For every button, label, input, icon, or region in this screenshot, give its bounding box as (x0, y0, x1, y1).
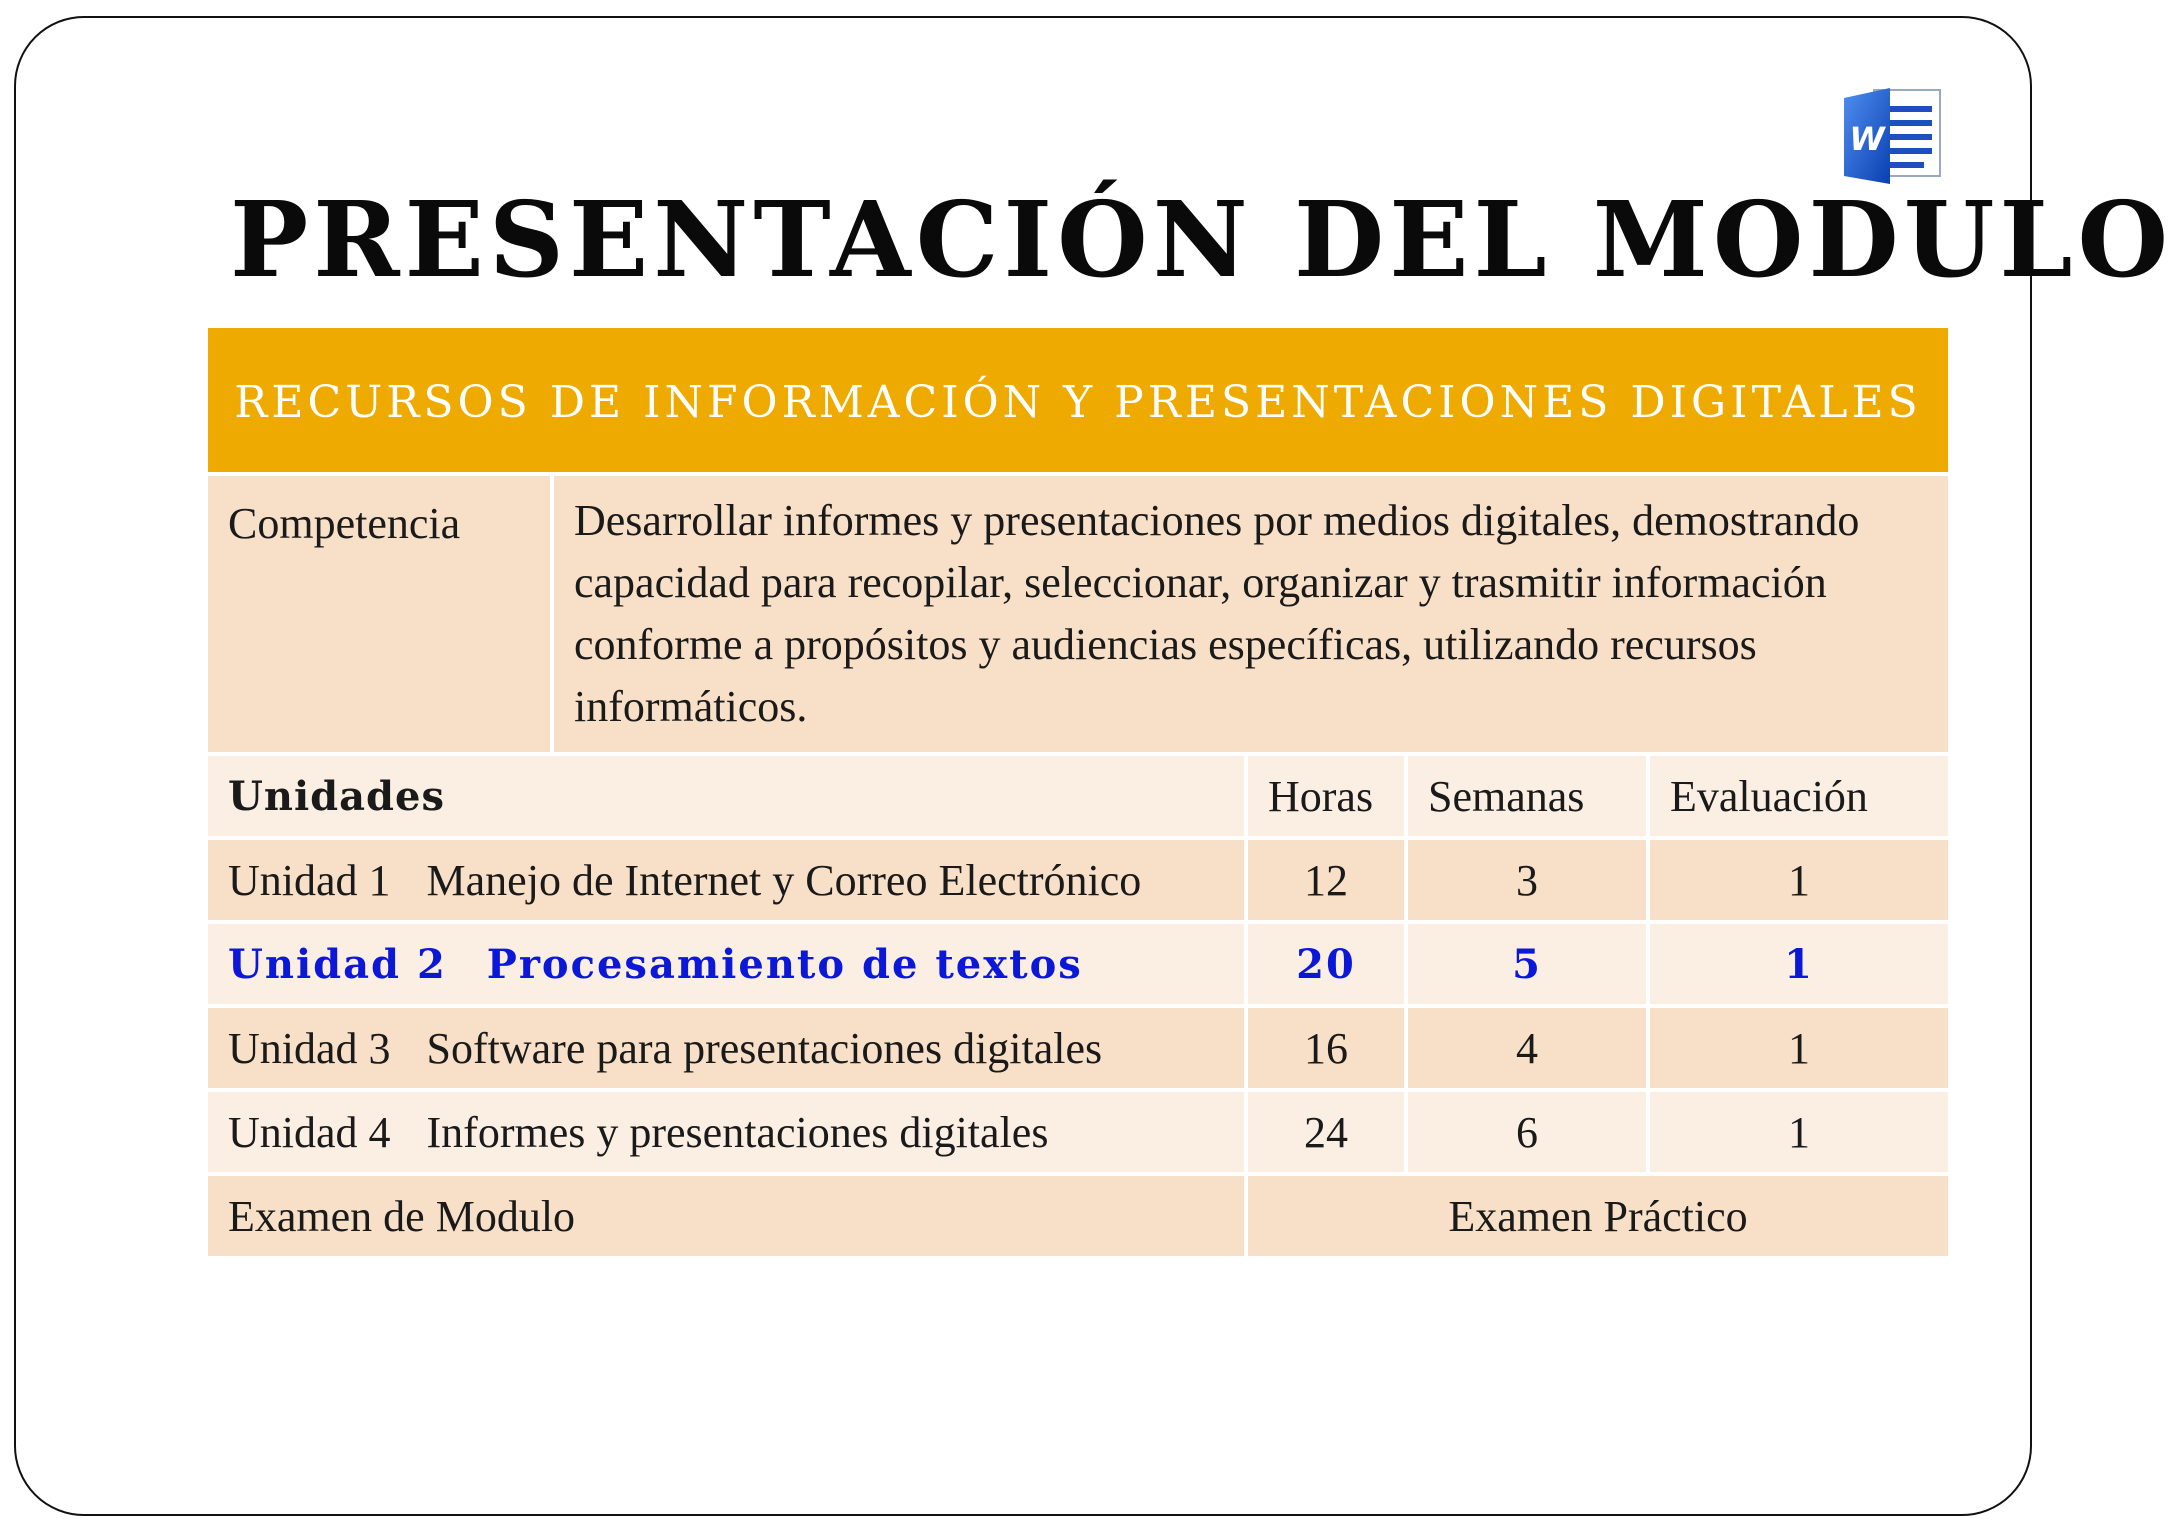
evaluacion-cell: 1 (1648, 922, 1950, 1006)
horas-cell: 12 (1246, 838, 1406, 922)
evaluacion-cell: 1 (1648, 1090, 1950, 1174)
module-table (204, 324, 1952, 1260)
column-header-row (206, 754, 1950, 838)
table-header: RECURSOS DE INFORMACIÓN Y PRESENTACIONES DIGITALES (206, 326, 1950, 474)
svg-text:W: W (1849, 120, 1885, 158)
table-row-highlighted (206, 922, 1950, 1006)
unit-name: Informes y presentaciones digitales (426, 1107, 1049, 1157)
unit-name: Manejo de Internet y Correo Electrónico (426, 855, 1142, 905)
semanas-cell: 4 (1406, 1006, 1648, 1090)
column-header-unidades: Unidades (206, 754, 1246, 838)
unit-number: Unidad 3 (228, 1023, 391, 1073)
unit-cell (206, 838, 1246, 922)
evaluacion-cell: 1 (1648, 838, 1950, 922)
evaluacion-cell: 1 (1648, 1006, 1950, 1090)
competencia-label: Competencia (206, 474, 552, 754)
page-title: PRESENTACIÓN DEL MODULO (230, 178, 2173, 301)
column-header-semanas: Semanas (1406, 754, 1648, 838)
semanas-cell: 6 (1406, 1090, 1648, 1174)
exam-row (206, 1174, 1950, 1258)
unit-name: Procesamiento de textos (486, 940, 1083, 988)
exam-label: Examen de Modulo (206, 1174, 1246, 1258)
unit-cell (206, 1090, 1246, 1174)
competencia-text: Desarrollar informes y presentaciones por medios digitales, demostrando capacidad para recopilar, seleccionar, organizar y trasmitir información conforme a propósitos y audiencias específicas, utilizando recursos informáticos. (552, 474, 1950, 754)
column-header-evaluacion: Evaluación (1648, 754, 1950, 838)
table-row (206, 1006, 1950, 1090)
semanas-cell: 3 (1406, 838, 1648, 922)
unit-number: Unidad 2 (228, 940, 447, 988)
unit-name: Software para presentaciones digitales (426, 1023, 1103, 1073)
unit-number: Unidad 1 (228, 855, 391, 905)
exam-type: Examen Práctico (1246, 1174, 1950, 1258)
unit-cell (206, 922, 1246, 1006)
horas-cell: 16 (1246, 1006, 1406, 1090)
unit-number: Unidad 4 (228, 1107, 391, 1157)
horas-cell: 20 (1246, 922, 1406, 1006)
table-row (206, 838, 1950, 922)
unit-cell (206, 1006, 1246, 1090)
semanas-cell: 5 (1406, 922, 1648, 1006)
column-header-horas: Horas (1246, 754, 1406, 838)
table-row (206, 1090, 1950, 1174)
horas-cell: 24 (1246, 1090, 1406, 1174)
title-container (230, 170, 2173, 301)
